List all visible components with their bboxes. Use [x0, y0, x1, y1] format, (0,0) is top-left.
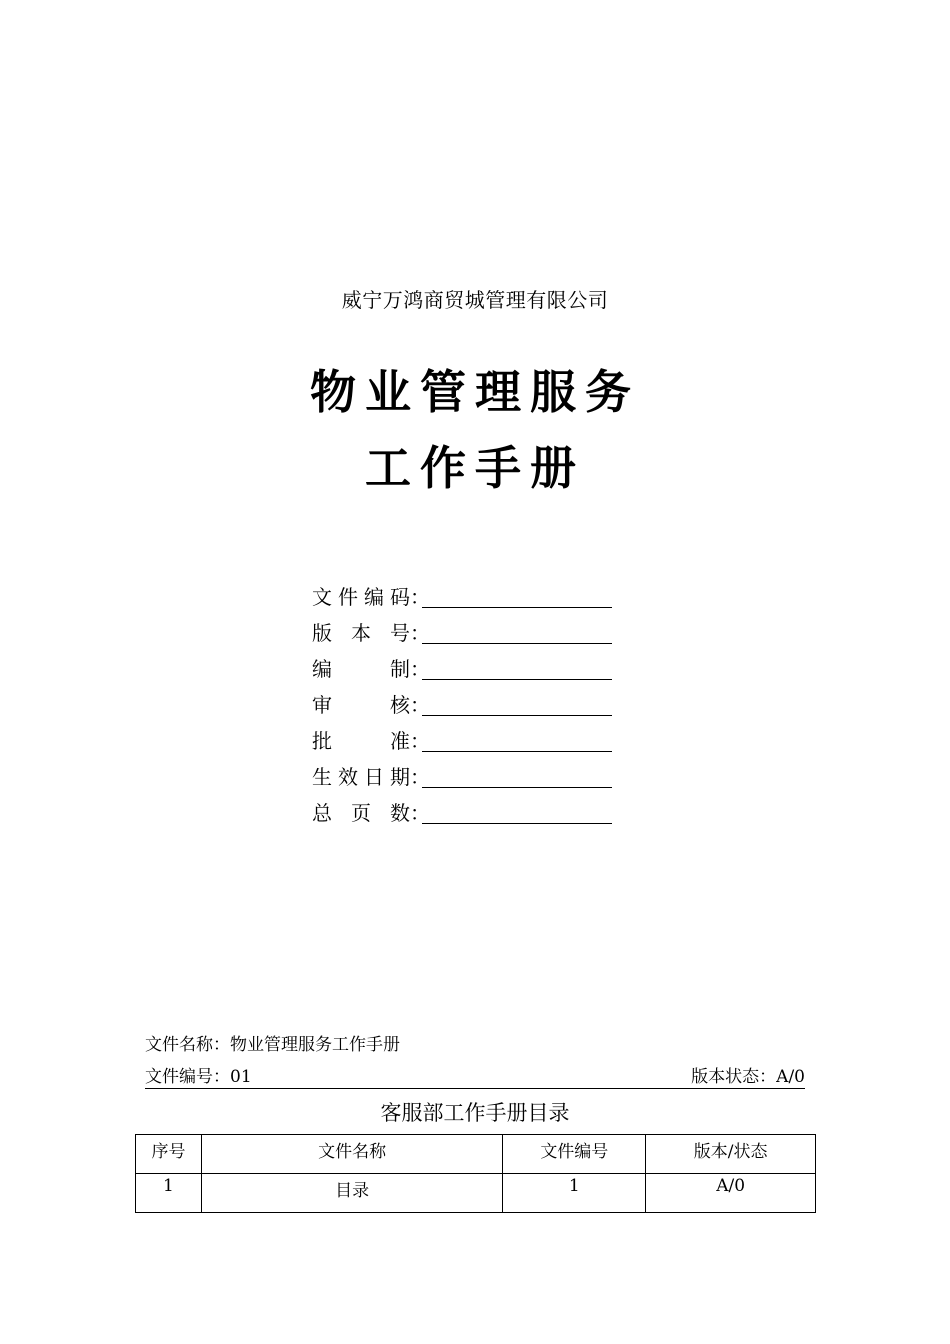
toc-title: 客服部工作手册目录 — [380, 1101, 570, 1125]
field-colon: ： — [410, 765, 430, 789]
label-char: 核 — [390, 693, 410, 717]
document-name: 文件名称：物业管理服务工作手册 — [145, 1035, 400, 1055]
field-blank-line — [422, 621, 612, 644]
label-char: 审 — [312, 693, 332, 717]
field-blank-line — [422, 729, 612, 752]
field-label — [312, 617, 410, 646]
label-char: 数 — [390, 801, 410, 825]
label-char: 文 — [312, 585, 332, 609]
table-cell: 1 — [136, 1174, 202, 1213]
label-char: 总 — [312, 801, 332, 825]
field-blank-line — [422, 765, 612, 788]
field-label — [312, 725, 410, 754]
label-char: 日 — [364, 765, 384, 789]
document-code: 文件编号：01 — [145, 1067, 252, 1087]
label-char: 编 — [312, 657, 332, 681]
field-label — [312, 653, 410, 682]
label-char: 制 — [390, 657, 410, 681]
field-colon: ： — [410, 729, 430, 753]
field-colon: ： — [410, 693, 430, 717]
field-label — [312, 689, 410, 718]
field-blank-line — [422, 585, 612, 608]
field-label — [312, 761, 410, 790]
label-char: 本 — [351, 621, 371, 645]
label-char: 号 — [390, 621, 410, 645]
field-total-pages — [312, 790, 632, 826]
field-colon: ： — [410, 801, 430, 825]
field-blank-line — [422, 801, 612, 824]
field-label — [312, 797, 410, 826]
column-header: 文件编号 — [503, 1135, 646, 1174]
label-char: 期 — [390, 765, 410, 789]
field-label — [312, 581, 410, 610]
label-char: 批 — [312, 729, 332, 753]
table-header-row — [136, 1135, 816, 1174]
table-row — [136, 1174, 816, 1213]
version-status: 版本状态：A/0 — [691, 1067, 805, 1087]
label-char: 件 — [338, 585, 358, 609]
document-code-row — [145, 1066, 805, 1089]
label-char: 页 — [351, 801, 371, 825]
company-name: 威宁万鸿商贸城管理有限公司 — [341, 288, 609, 312]
manual-title-line2: 工作手册 — [365, 441, 585, 495]
column-header: 序号 — [136, 1135, 202, 1174]
table-cell: 1 — [503, 1174, 646, 1213]
field-approved-by — [312, 718, 632, 754]
column-header: 文件名称 — [201, 1135, 503, 1174]
field-colon: ： — [410, 657, 430, 681]
field-blank-line — [422, 693, 612, 716]
field-version — [312, 610, 632, 646]
field-colon: ： — [410, 621, 430, 645]
table-cell: 目录 — [201, 1174, 503, 1213]
label-char: 生 — [312, 765, 332, 789]
field-file-code — [312, 574, 632, 610]
field-blank-line — [422, 657, 612, 680]
label-char: 准 — [390, 729, 410, 753]
toc-table — [135, 1134, 816, 1213]
document-control-fields — [312, 574, 632, 826]
field-prepared-by — [312, 646, 632, 682]
label-char: 码 — [390, 585, 410, 609]
label-char: 效 — [338, 765, 358, 789]
field-colon: ： — [410, 585, 430, 609]
field-effective-date — [312, 754, 632, 790]
table-cell: A/0 — [646, 1174, 816, 1213]
label-char: 编 — [364, 585, 384, 609]
field-reviewed-by — [312, 682, 632, 718]
column-header: 版本/状态 — [646, 1135, 816, 1174]
label-char: 版 — [312, 621, 332, 645]
manual-title-line1: 物业管理服务 — [310, 365, 640, 419]
